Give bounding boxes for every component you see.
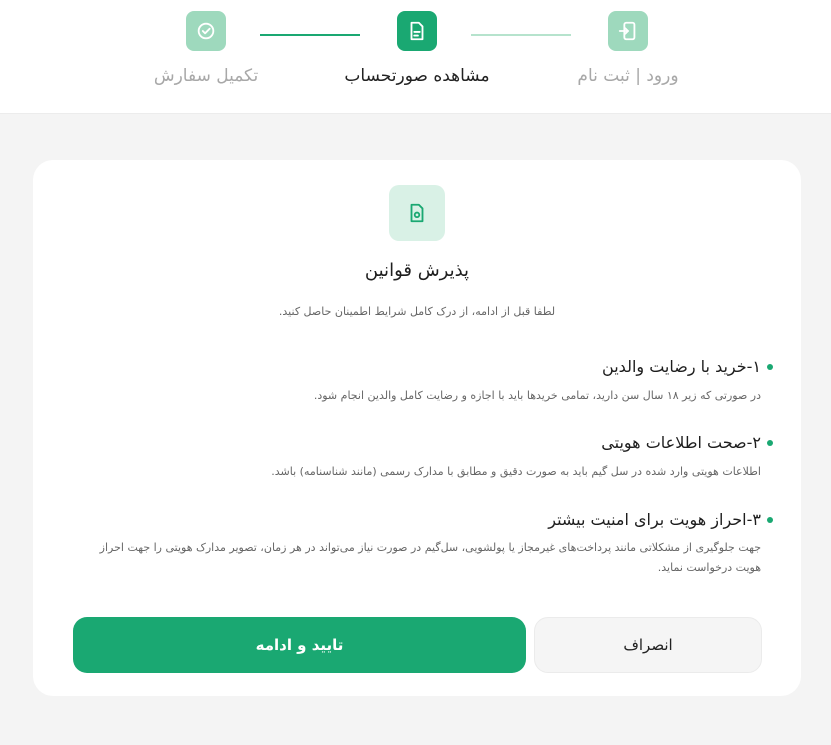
bullet-icon [767, 517, 773, 523]
rule-title [548, 510, 773, 529]
invoice-icon [397, 11, 437, 51]
confirm-button[interactable]: تایید و ادامه [73, 617, 526, 673]
bullet-icon [767, 364, 773, 370]
step-label-login: ورود | ثبت نام [577, 66, 679, 86]
card-title: پذیرش قوانین [364, 260, 470, 281]
rule-body: جهت جلوگیری از مشکلاتی مانند پرداخت‌های غیرمجاز یا پولشویی، سل‌گیم در صورت نیاز می‌تواند در هر زمان، تصویر مدارک هویتی را جهت احراز هویت درخواست نماید. [99, 541, 761, 574]
bullet-icon [767, 440, 773, 446]
rule-title-text: ۱-خرید با رضایت والدین [602, 357, 761, 376]
cancel-button[interactable]: انصراف [534, 617, 762, 673]
check-circle-icon [186, 11, 226, 51]
rule-title [601, 433, 773, 452]
step-label-invoice: مشاهده صورتحساب [344, 66, 490, 86]
rule-title-text: ۳-احراز هویت برای امنیت بیشتر [548, 510, 761, 529]
rule-body: در صورتی که زیر ۱۸ سال سن دارید، تمامی خریدها باید با اجازه و رضایت کامل والدین انجام شود. [313, 389, 761, 402]
stepper-bar [0, 0, 831, 114]
document-icon [389, 185, 445, 241]
step-connector [260, 34, 360, 36]
card-subtitle: لطفا قبل از ادامه، از درک کامل شرایط اطمینان حاصل کنید. [278, 305, 556, 318]
step-label-complete: تکمیل سفارش [153, 66, 259, 86]
rule-body: اطلاعات هویتی وارد شده در سل گیم باید به صورت دقیق و مطابق با مدارک رسمی (مانند شناسنامه) باشد. [271, 465, 761, 478]
rule-title-text: ۲-صحت اطلاعات هویتی [601, 433, 761, 452]
terms-card [33, 160, 801, 696]
step-connector [471, 34, 571, 36]
rule-title [602, 357, 773, 376]
login-icon [608, 11, 648, 51]
